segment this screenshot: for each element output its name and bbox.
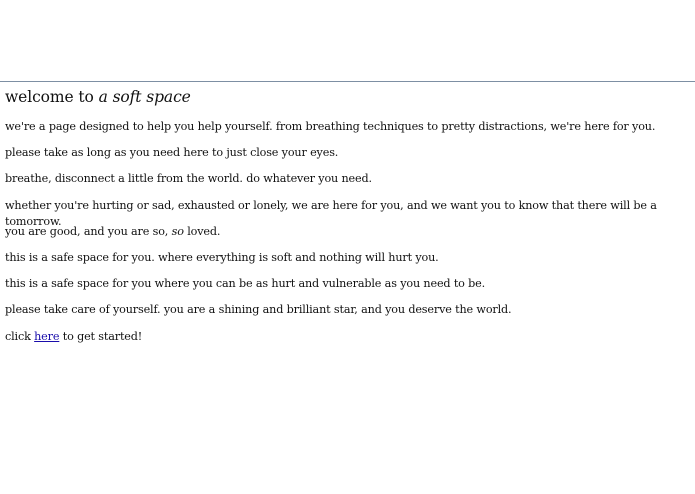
self-care-paragraph: please take care of yourself. you are a shining and brilliant star, and you deserve the world. (5, 303, 512, 317)
header-divider (0, 81, 695, 82)
safe-space-paragraph: this is a safe space for you. where everything is soft and nothing will hurt you. (5, 250, 439, 264)
page-title: welcome to a soft space (5, 88, 191, 106)
main-content (5, 86, 695, 355)
page-title-emphasis: a soft space (98, 88, 191, 106)
vulnerable-paragraph: this is a safe space for you where you can be as hurt and vulnerable as you need to be. (5, 277, 486, 291)
close-eyes-paragraph: please take as long as you need here to just close your eyes. (5, 146, 339, 160)
here-for-you-paragraph: whether you're hurting or sad, exhausted or lonely, we are here for you, and we want you to know that there will be a tomorrow. (5, 198, 657, 228)
intro-paragraph: we're a page designed to help you help yourself. from breathing techniques to pretty distractions, we're here for you. (5, 120, 656, 133)
loved-paragraph: you are good, and you are so, so loved. (5, 224, 221, 238)
breathe-paragraph: breathe, disconnect a little from the world. do whatever you need. (5, 172, 372, 186)
get-started-link[interactable]: here (34, 329, 60, 343)
get-started-paragraph: click here to get started! (5, 329, 143, 343)
